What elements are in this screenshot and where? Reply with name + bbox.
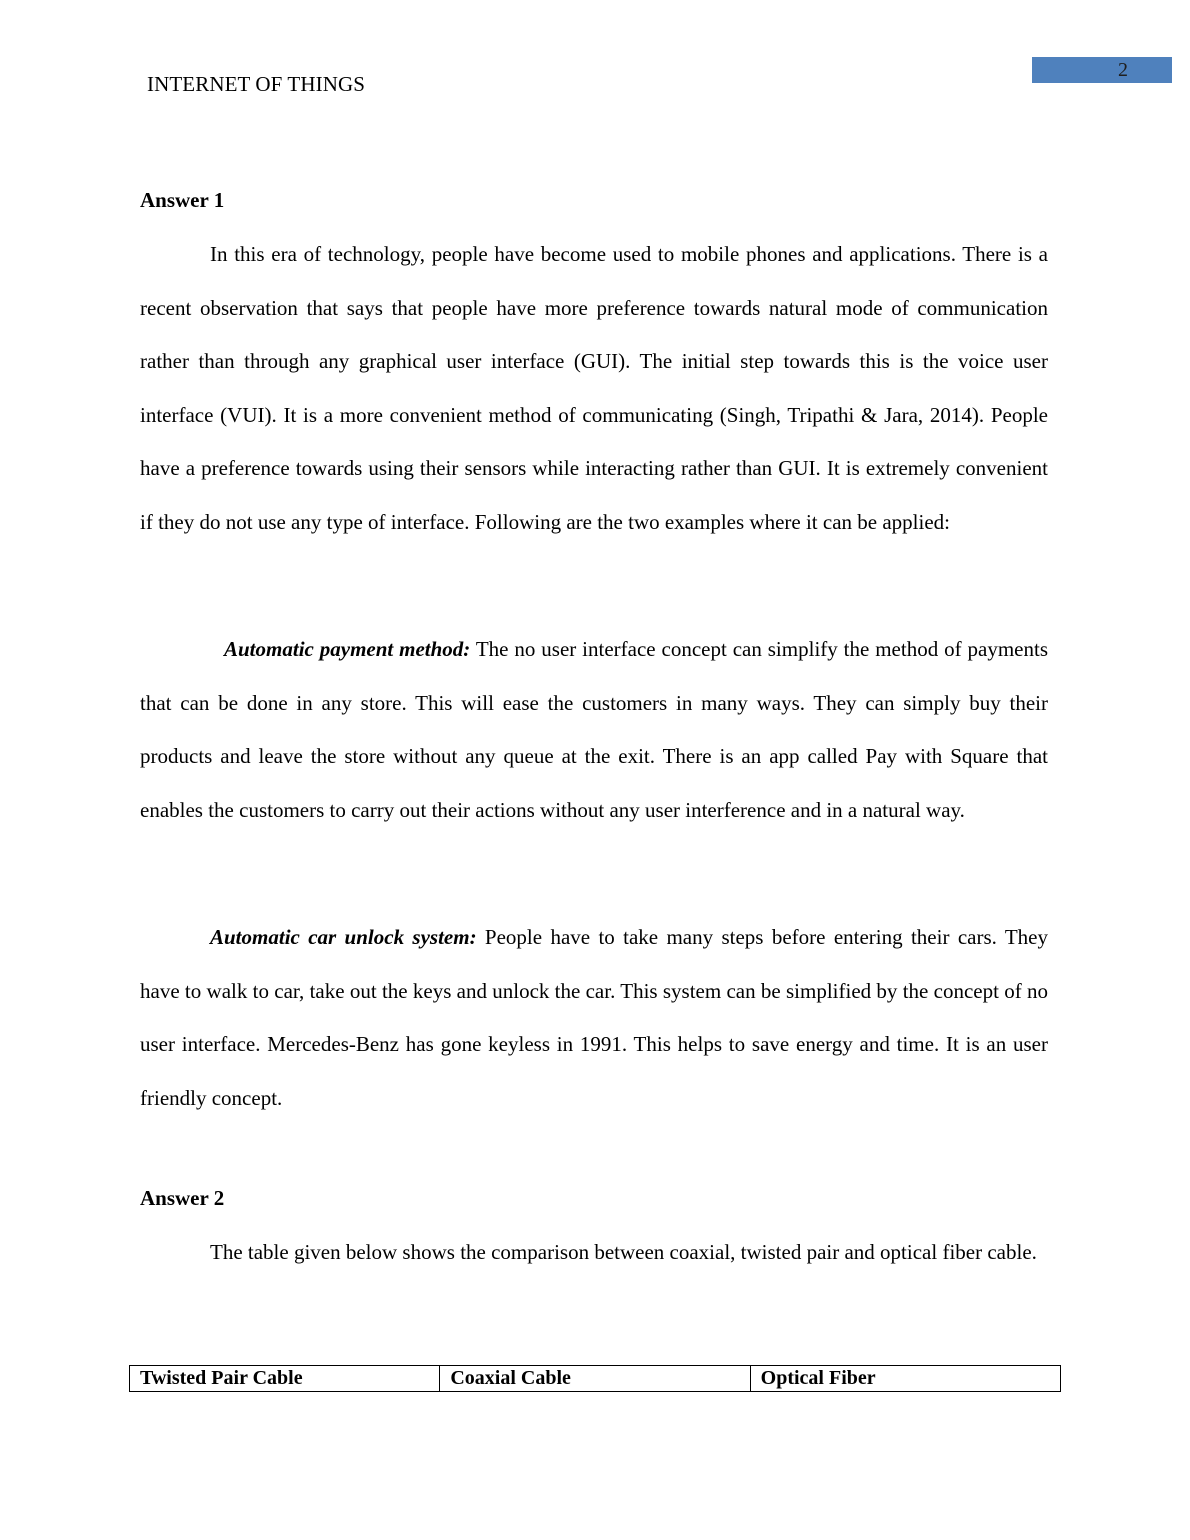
example-payment-body: The no user interface concept can simplify the method of payments that can be done in any store. This will ease the customers in many ways. They can simply buy their products and leave the store without any queue at the exit. There is an app called Pay with Square that enables the customers to carry out their actions without any user interference and in a natural way.	[140, 637, 1048, 822]
example-car-unlock-paragraph	[140, 911, 1048, 1125]
header-twisted-pair: Twisted Pair Cable	[130, 1366, 440, 1392]
example-car-unlock-lead: Automatic car unlock system:	[210, 925, 477, 949]
table-header-row	[130, 1366, 1061, 1392]
example-payment-lead: Automatic payment method:	[224, 637, 471, 661]
cable-comparison-table	[129, 1365, 1061, 1392]
answer-2-intro-paragraph: The table given below shows the comparison between coaxial, twisted pair and optical fiber cable.	[210, 1240, 1037, 1264]
example-payment-paragraph	[140, 623, 1048, 837]
answer-1-heading: Answer 1	[140, 188, 225, 212]
header-coaxial: Coaxial Cable	[440, 1366, 750, 1392]
page-number-box	[1032, 57, 1172, 83]
example-car-unlock-body: People have to take many steps before entering their cars. They have to walk to car, take out the keys and unlock the car. This system can be simplified by the concept of no user interface. Mercedes-Benz has gone keyless in 1991. This helps to save energy and time. It is an user friendly concept.	[140, 925, 1048, 1110]
running-head-title: INTERNET OF THINGS	[147, 72, 366, 96]
header-optical-fiber: Optical Fiber	[750, 1366, 1060, 1392]
answer-2-heading: Answer 2	[140, 1186, 225, 1210]
answer-1-intro-paragraph: In this era of technology, people have become used to mobile phones and applications. There is a recent observation that says that people have more preference towards natural mode of communication rather than through any graphical user interface (GUI). The initial step towards this is the voice user interface (VUI). It is a more convenient method of communicating (Singh, Tripathi & Jara, 2014). People have a preference towards using their sensors while interacting rather than GUI. It is extremely convenient if they do not use any type of interface. Following are the two examples where it can be applied:	[140, 242, 1048, 534]
page-number: 2	[1118, 59, 1128, 81]
